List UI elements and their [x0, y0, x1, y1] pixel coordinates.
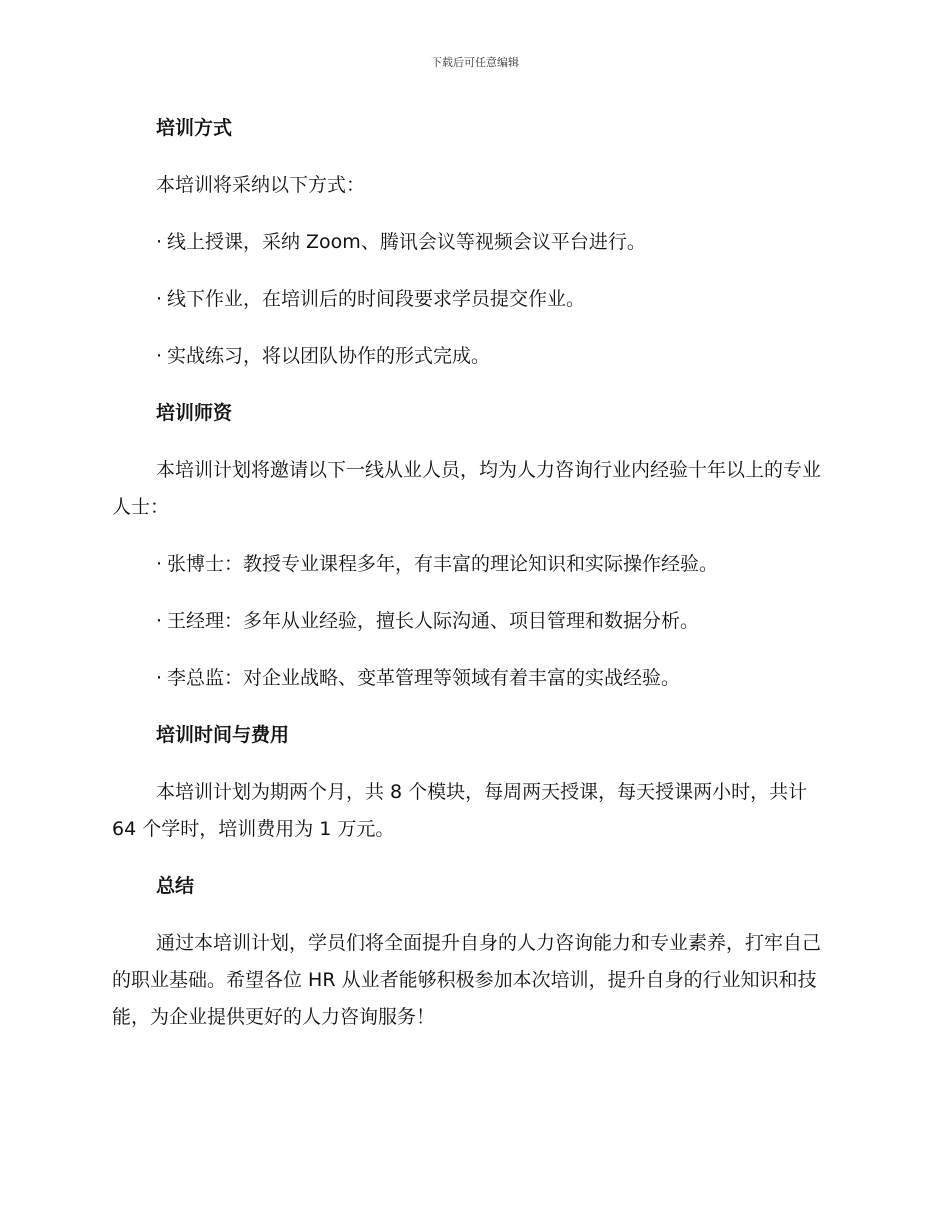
list-item-text: 线下作业，在培训后的时间段要求学员提交作业。 [167, 288, 586, 310]
teachers-intro: 本培训计划将邀请以下一线从业人员，均为人力咨询行业内经验十年以上的专业人士： [112, 459, 822, 518]
list-item [112, 281, 832, 318]
bullet-icon: · [156, 610, 163, 632]
method-intro: 本培训将采纳以下方式： [156, 174, 366, 196]
list-item [112, 546, 832, 583]
list-item-text: 张博士：教授专业课程多年，有丰富的理论知识和实际操作经验。 [167, 553, 719, 575]
list-item [112, 603, 832, 640]
page-header: 下载后可任意编辑 [431, 56, 519, 69]
bullet-icon: · [156, 553, 163, 575]
section-heading-schedule: 培训时间与费用 [156, 724, 290, 746]
list-item [112, 338, 832, 375]
bullet-icon: · [156, 345, 163, 367]
list-item [112, 224, 832, 261]
list-item-text: 王经理：多年从业经验，擅长人际沟通、项目管理和数据分析。 [167, 610, 700, 632]
schedule-body: 本培训计划为期两个月，共 8 个模块，每周两天授课，每天授课两小时，共计 64 个学时，培训费用为 1 万元。 [112, 781, 808, 840]
section-heading-method: 培训方式 [156, 117, 233, 139]
document-body [112, 110, 832, 1056]
list-item [112, 660, 832, 697]
list-item-text: 李总监：对企业战略、变革管理等领域有着丰富的实战经验。 [167, 667, 681, 689]
list-item-text: 实战练习，将以团队协作的形式完成。 [167, 345, 491, 367]
section-heading-summary: 总结 [156, 875, 195, 897]
bullet-icon: · [156, 288, 163, 310]
list-item-text: 线上授课，采纳 Zoom、腾讯会议等视频会议平台进行。 [167, 231, 646, 253]
summary-body: 通过本培训计划，学员们将全面提升自身的人力咨询能力和专业素养，打牢自己的职业基础。希望各位 HR 从业者能够积极参加本次培训，提升自身的行业知识和技能，为企业提供更好的人力咨询服务！ [112, 932, 822, 1028]
bullet-icon: · [156, 231, 163, 253]
bullet-icon: · [156, 667, 163, 689]
section-heading-teachers: 培训师资 [156, 402, 233, 424]
